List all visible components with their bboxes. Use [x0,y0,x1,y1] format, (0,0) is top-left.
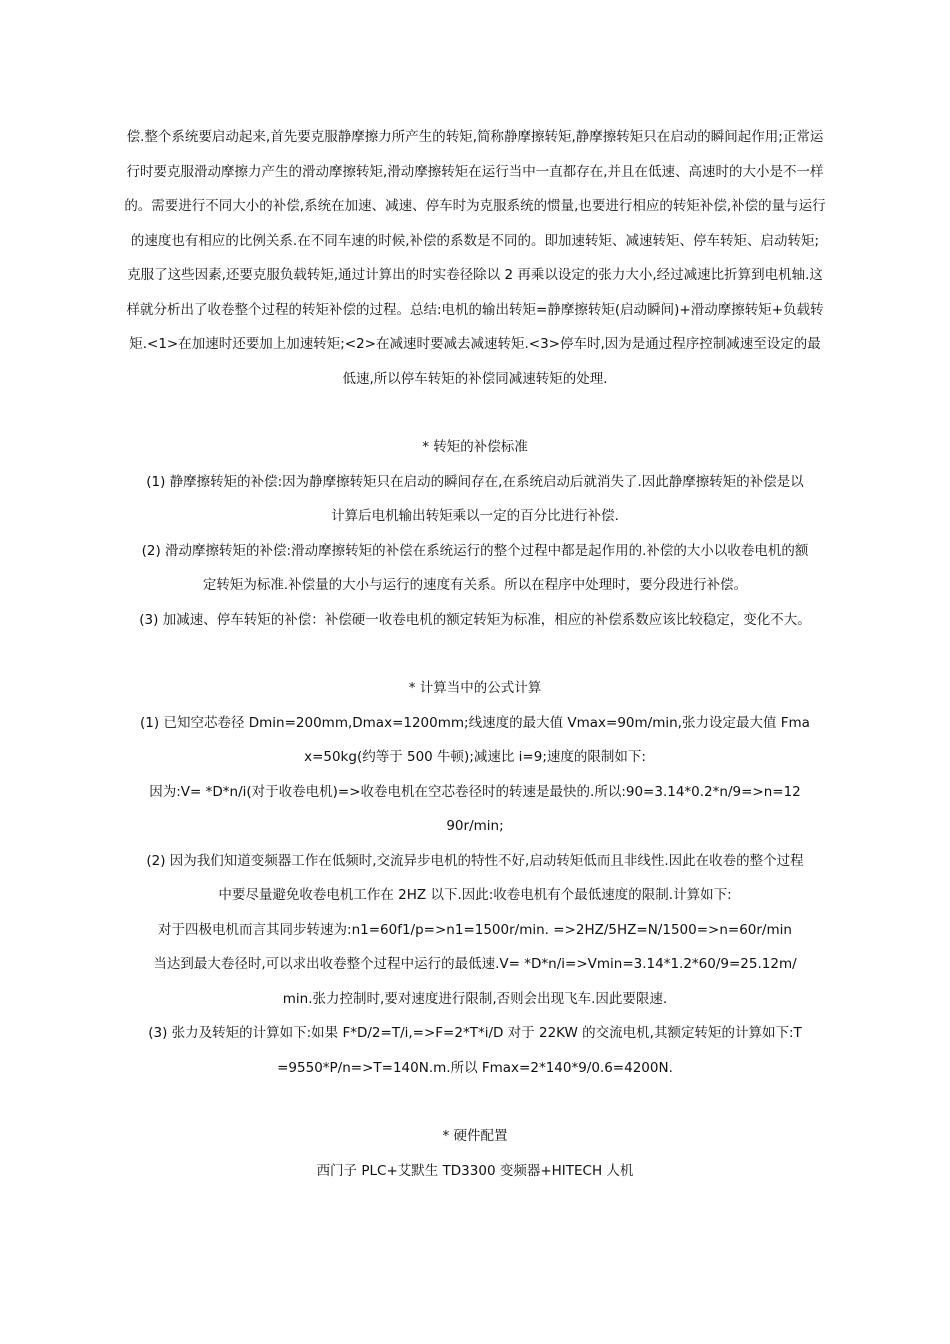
text-line: (1) 已知空芯卷径 Dmin=200mm,Dmax=1200mm;线速度的最大值 Vmax=90m/min,张力设定最大值 Fma [140,714,810,731]
text-line: (3) 加减速、停车转矩的补偿：补偿硬一收卷电机的额定转矩为标准，相应的补偿系数应该比较稳定，变化不大。 [139,611,811,628]
spacer [100,637,850,671]
text-line: 样就分析出了收卷整个过程的转矩补偿的过程。总结:电机的输出转矩=静摩擦转矩(启动瞬间)+滑动摩擦转矩+负载转 [126,301,824,318]
text-line: (2) 因为我们知道变频器工作在低频时,交流异步电机的特性不好,启动转矩低而且非线性.因此在收卷的整个过程 [146,852,804,869]
formula-item-5 [100,947,850,1016]
text-line: x=50kg(约等于 500 牛顿);减速比 i=9;速度的限制如下: [304,749,646,765]
text-line: =9550*P/n=>T=140N.m.所以 Fmax=2*140*9/0.6=4200N. [277,1059,673,1076]
formula-item-3 [100,844,850,913]
formula-item-1 [100,706,850,775]
text-line: (2) 滑动摩擦转矩的补偿:滑动摩擦转矩的补偿在系统运行的整个过程中都是起作用的.补偿的大小以收卷电机的额 [141,542,809,559]
text-line: 矩.<1>在加速时还要加上加速转矩;<2>在减速时要减去减速转矩.<3>停车时,因为是通过程序控制减速至设定的最 [129,336,821,352]
document-page [100,120,850,1188]
torque-item-3 [100,603,850,638]
text-line: 定转矩为标准.补偿量的大小与运行的速度有关系。所以在程序中处理时，要分段进行补偿。 [202,577,748,593]
text-line: 克服了这些因素,还要克服负载转矩,通过计算出的时实卷径除以 2 再乘以设定的张力大小,经过减速比折算到电机轴.这 [127,267,823,283]
section-heading-torque: * 转矩的补偿标准 [422,439,528,455]
text-line: 中要尽量避免收卷电机工作在 2HZ 以下.因此:收卷电机有个最低速度的限制.计算如下: [218,887,732,903]
text-line: 当达到最大卷径时,可以求出收卷整个过程中运行的最低速.V= *D*n/i=>Vmin=3.14*1.2*60/9=25.12m/ [153,956,797,972]
text-line: 的。需要进行不同大小的补偿,系统在加速、减速、停车时为克服系统的惯量,也要进行相应的转矩补偿,补偿的量与运行 [124,198,826,214]
formula-item-2 [100,775,850,844]
section-heading-hardware: * 硬件配置 [442,1128,508,1144]
text-line: min.张力控制时,要对速度进行限制,否则会出现飞车.因此要限速. [282,990,668,1007]
torque-item-1 [100,465,850,534]
text-line: (1) 静摩擦转矩的补偿:因为静摩擦转矩只在启动的瞬间存在,在系统启动后就消失了.因此静摩擦转矩的补偿是以 [146,473,804,490]
intro-paragraph [100,120,850,396]
spacer [100,396,850,430]
text-line: 90r/min; [446,818,504,834]
text-line: 计算后电机输出转矩乘以一定的百分比进行补偿. [331,508,619,524]
text-line: 偿.整个系统要启动起来,首先要克服静摩擦力所产生的转矩,简称静摩擦转矩,静摩擦转矩只在启动的瞬间起作用;正常运 [126,129,824,145]
text-line: 对于四极电机而言其同步转速为:n1=60f1/p=>n1=1500r/min. =>2HZ/5HZ=N/1500=>n=60r/min [158,921,792,938]
torque-item-2 [100,534,850,603]
text-line: (3) 张力及转矩的计算如下:如果 F*D/2=T/i,=>F=2*T*i/D 对于 22KW 的交流电机,其额定转矩的计算如下:T [148,1025,802,1041]
section-heading-formula: * 计算当中的公式计算 [408,680,542,696]
text-line: 的速度也有相应的比例关系.在不同车速的时候,补偿的系数是不同的。即加速转矩、减速转矩、停车转矩、启动转矩; [130,232,820,249]
text-line: 因为:V= *D*n/i(对于收卷电机)=>收卷电机在空芯卷径时的转速是最快的.所以:90=3.14*0.2*n/9=>n=12 [149,783,801,800]
formula-item-6 [100,1016,850,1085]
text-line: 行时要克服滑动摩擦力产生的滑动摩擦转矩,滑动摩擦转矩在运行当中一直都存在,并且在低速、高速时的大小是不一样 [126,163,824,180]
hardware-text: 西门子 PLC+艾默生 TD3300 变频器+HITECH 人机 [316,1162,634,1179]
spacer [100,1085,850,1119]
formula-item-4 [100,913,850,948]
text-line: 低速,所以停车转矩的补偿同减速转矩的处理. [342,370,608,387]
